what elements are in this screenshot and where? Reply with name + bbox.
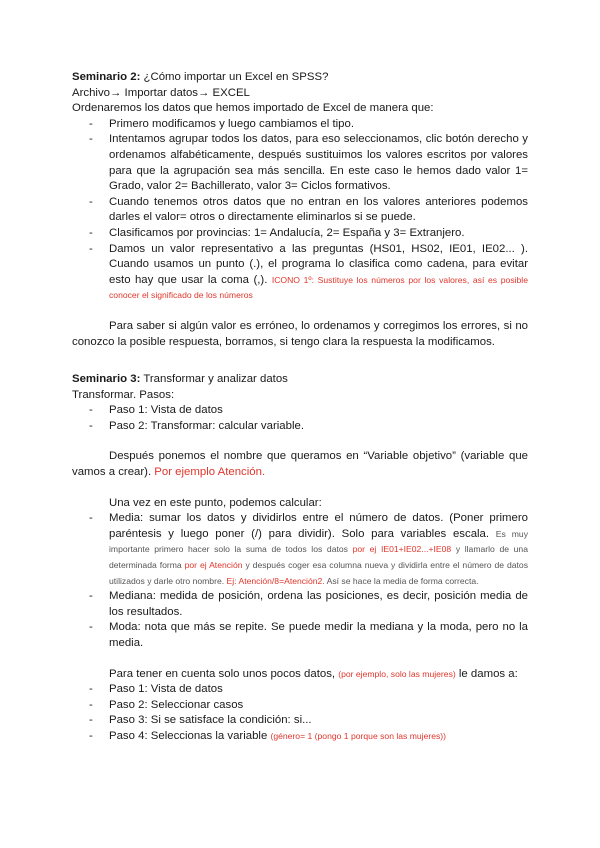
list-item: - Intentamos agrupar todos los datos, para eso seleccionamos, clic botón derecho y ordenamos alfabéticamente, después sustituimos los valores escritos por valores para que la agrupación sea más sencilla. En este caso le hemos dado valor 1= Grado, valor 2= Bachillerato, valor 3= Ciclos formativos. (89, 133, 528, 193)
select-steps (72, 682, 528, 744)
seminar-2-heading (72, 70, 528, 86)
seminar-2-label: Seminario 2: (72, 71, 141, 83)
stats-list (72, 511, 528, 651)
list-item: - Damos un valor representativo a las preguntas (HS01, HS02, IE01, IE02... ). Cuando usamos un punto (.), el programa lo clasifica como cadena, para evitar esto hay que usar la coma (,). ICONO 1º: Sustituye los números por los valores, así es posible conocer el significado de los números (89, 242, 528, 301)
list-item: - Paso 1: Vista de datos (89, 404, 223, 417)
list-item: - Paso 4: Seleccionas la variable (género= 1 (pongo 1 porque son las mujeres)) (89, 729, 447, 742)
seminar-3-title: Transformar y analizar datos (140, 373, 288, 386)
list-item: - Moda: nota que más se repite. Se puede medir la mediana y la moda, pero no la media. (89, 621, 528, 649)
import-path: Archivo→ Importar datos→ EXCEL (72, 86, 250, 99)
seminar-2-paragraph: Para saber si algún valor es erróneo, lo ordenamos y corregimos los errores, si no conozco la posible respuesta, borramos, si tengo clara la respuesta la modificamos. (72, 319, 528, 348)
seminar-2-list (72, 117, 528, 304)
seminar-2-title: ¿Cómo importar un Excel en SPSS? (140, 71, 329, 83)
variable-paragraph: Después ponemos el nombre que queramos en “Variable objetivo” (variable que vamos a crear). Por ejemplo Atención. (72, 450, 528, 479)
document-page (72, 70, 528, 745)
seminar-3-label: Seminario 3: (72, 373, 141, 386)
transform-subtitle: Transformar. Pasos: (72, 388, 175, 401)
filter-paragraph: Para tener en cuenta solo unos pocos datos, (por ejemplo, solo las mujeres) le damos a: (109, 667, 518, 680)
calc-paragraph: Una vez en este punto, podemos calcular: (109, 496, 322, 509)
list-item-media: - Media: sumar los datos y dividirlos entre el número de datos. (Poner primero paréntesis y luego poner (/) para dividir). Solo para variables escala. Es muy importante primero hacer solo la suma de todos los datos por ej IE01+IE02...+IE08 y llamarlo de una determinada forma por ej Atención y después coger esa columna nueva y dividirla entre el número de datos utilizados y darle otro nombre. Ej: Atención/8=Atención2. Así se hace la media de forma correcta. (89, 512, 529, 586)
list-item: - Clasificamos por provincias: 1= Andalucía, 2= España y 3= Extranjero. (89, 226, 465, 239)
seminar-2-intro: Ordenaremos los datos que hemos importado de Excel de manera que: (72, 102, 434, 115)
list-item: - Mediana: medida de posición, ordena las posiciones, es decir, posición media de los resultados. (89, 590, 528, 618)
transform-steps (72, 403, 528, 434)
list-item: - Paso 2: Transformar: calcular variable. (89, 419, 304, 432)
list-item: - Cuando tenemos otros datos que no entran en los valores anteriores podemos darles el valor= otros o directamente eliminarlos si se puede. (89, 195, 528, 224)
list-item: - Paso 1: Vista de datos (89, 683, 223, 696)
list-item: - Paso 2: Seleccionar casos (89, 698, 244, 711)
list-item: - Primero modificamos y luego cambiamos el tipo. (89, 117, 354, 130)
list-item: - Paso 3: Si se satisface la condición: si... (89, 714, 312, 727)
seminar-3-heading (72, 372, 528, 388)
icon-note: ICONO 1º: Sustituye los números por los valores, así es posible conocer el significado de los números (109, 274, 528, 301)
